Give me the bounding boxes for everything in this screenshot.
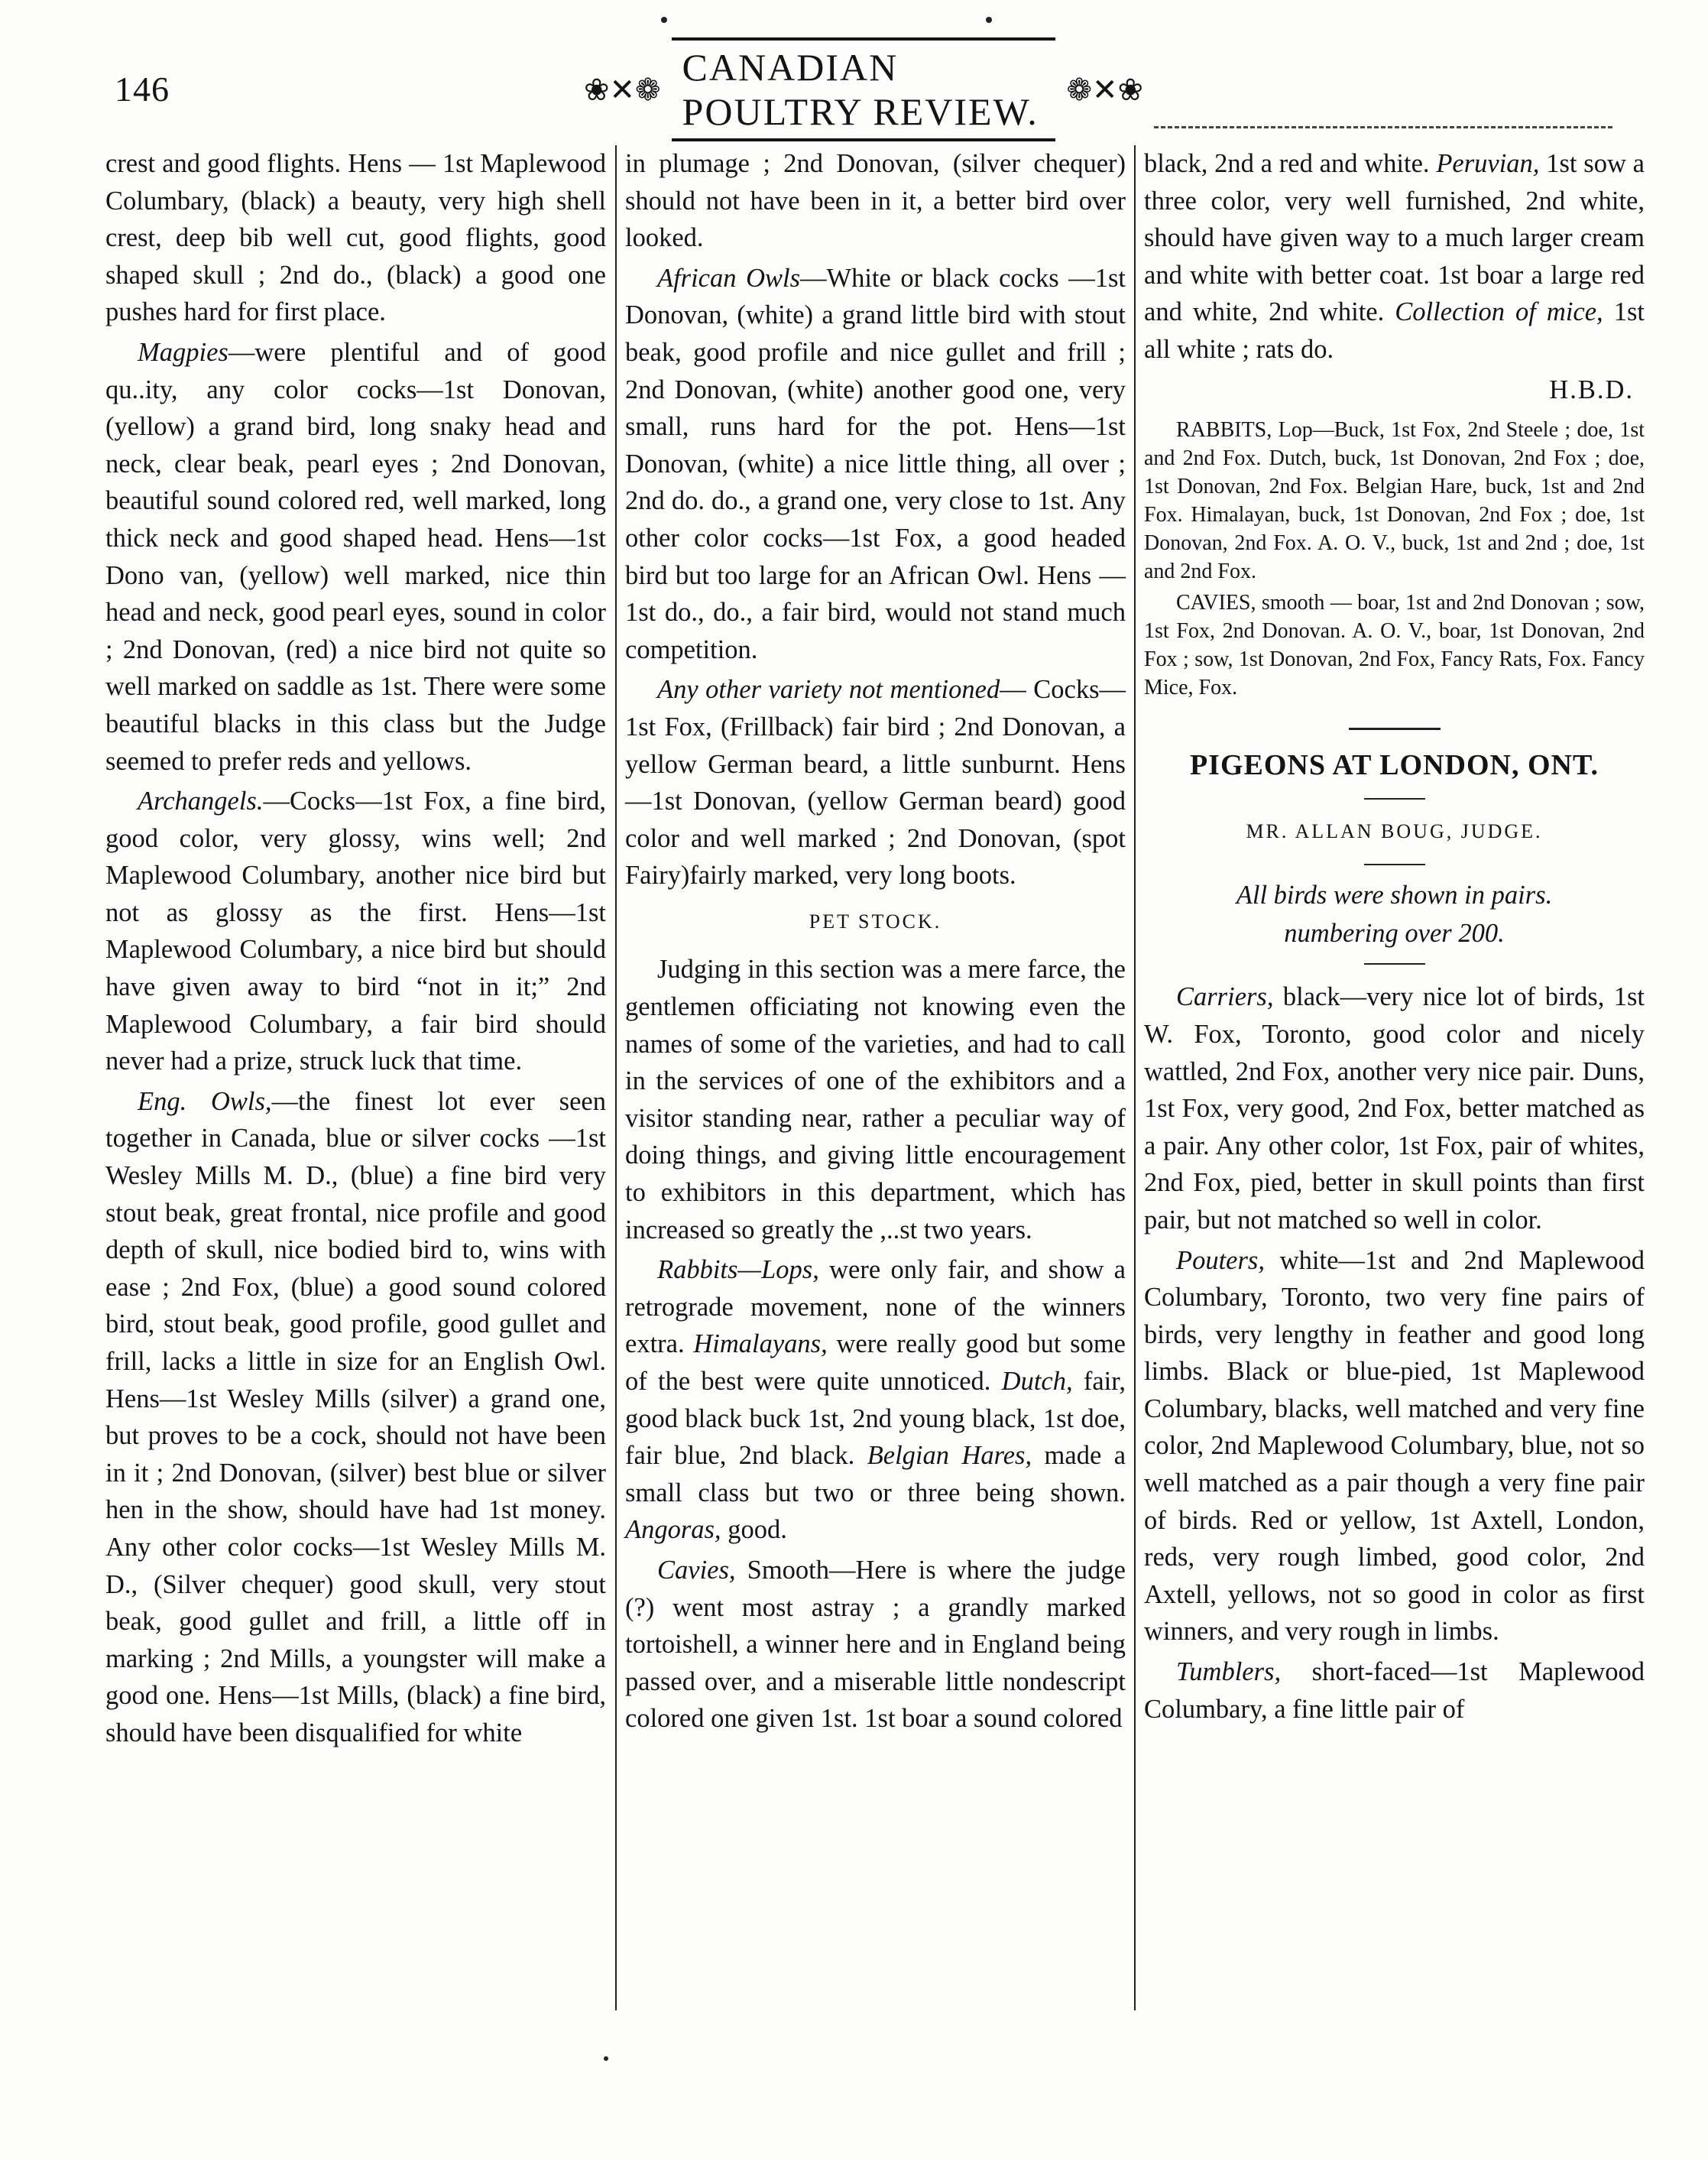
- note-line: All birds were shown in pairs.: [1236, 881, 1553, 910]
- section-label: Collection of mice,: [1395, 297, 1603, 327]
- section-divider: [1349, 728, 1441, 730]
- section-label: Carriers,: [1176, 982, 1274, 1012]
- ornament-right: ❁✕❀: [1066, 72, 1143, 107]
- paragraph-text: —White or black cocks —1st Donovan, (white) a grand little bird with stout beak, good profile and nice gullet and frill ; 2nd Donovan, (white) another good one, very small, runs hard for the pot. Hens—1st Donovan, (white) a nice little thing, all over ; 2nd do. do., a grand one, very close to 1st. Any other color cocks—1st Fox, a good headed bird but too large for an African Owl. Hens — 1st do., do., a fair bird, would not stand much competition.: [625, 263, 1126, 664]
- paragraph-text: —Cocks—1st Fox, a fine bird, good color, very glossy, wins well; 2nd Maplewood Columbary, another nice bird but not as glossy as the first. Hens—1st Maplewood Columbary, a nice bird but should have given away to bird “not in it;” 2nd Maplewood Columbary, a fair bird should never had a prize, struck luck that time.: [105, 787, 606, 1076]
- column-rule: [615, 145, 617, 2010]
- section-label: Angoras,: [625, 1515, 721, 1545]
- judge-divider: [1364, 864, 1425, 865]
- paragraph-text: —the finest lot ever seen together in Canada, blue or silver cocks —1st Wesley Mills M. D., (blue) a fine bird very stout beak, great frontal, nice profile and good depth of skull, nice bodied bird to, wins with ease ; 2nd Fox, (blue) a good sound colored bird, stout beak, good profile, good gullet and frill, lacks a little in size for an English Owl. Hens—1st Wesley Mills (silver) a grand one, but proves to be a cock, should not have been in it ; 2nd Donovan, (silver) best blue or silver hen in the show, should have had 1st money. Any other color cocks—1st Wesley Mills M. D., (Silver chequer) good skull, very stout beak, good gullet and frill, a little off in marking ; 2nd Mills, a youngster will make a good one. Hens—1st Mills, (black) a fine bird, should have been disqualified for white: [105, 1086, 606, 1747]
- paragraph-text: —were plentiful and of good qu..ity, any color cocks—1st Donovan, (yellow) a grand bird, long snaky head and neck, clear beak, pearl eyes ; 2nd Donovan, beautiful sound colored red, well marked, long thick neck and good shaped head. Hens—1st Dono van, (yellow) well marked, nice thin head and neck, good pearl eyes, sound in color ; 2nd Donovan, (red) a nice bird not quite so well marked on saddle as 1st. There were some beautiful blacks in this class but the Judge seemed to prefer reds and yellows.: [105, 337, 606, 776]
- signature: H.B.D.: [1549, 375, 1634, 404]
- section-label: Any other variety not mentioned: [657, 675, 1000, 705]
- section-label: Tumblers,: [1176, 1657, 1282, 1687]
- column-rule: [1134, 145, 1136, 2010]
- paragraph-pouters: [1144, 1242, 1645, 1651]
- paragraph-text: 1st all white ; rats do.: [1144, 297, 1645, 364]
- section-label: Archangels.: [138, 787, 264, 816]
- paragraph: in plumage ; 2nd Donovan, (silver chequer) should not have been in it, a better bird over looked.: [625, 149, 1126, 253]
- print-dot: [986, 17, 992, 23]
- paragraph-tumblers: [1144, 1653, 1645, 1728]
- section-label: Peruvian,: [1436, 149, 1540, 178]
- paragraph-text: made a small class but two or three being shown.: [625, 1441, 1126, 1507]
- paragraph-cavies: [625, 1552, 1126, 1738]
- paragraph-any-other-variety: [625, 671, 1126, 894]
- paragraph-african-owls: [625, 260, 1126, 669]
- section-label: Pouters,: [1176, 1245, 1265, 1275]
- column-3: [1144, 145, 1645, 2010]
- paragraph-text: were only fair, and show a retrograde movement, none of the winners extra.: [625, 1255, 1126, 1359]
- cavies-prize-list: CAVIES, smooth — boar, 1st and 2nd Donovan ; sow, 1st Fox, 2nd Donovan. A. O. V., boar, 1st Donovan, 2nd Fox ; sow, 1st Donovan, 2nd Fox, Fancy Rats, Fox. Fancy Mice, Fox.: [1144, 591, 1645, 700]
- paragraph-text: short-faced—1st Maplewood Columbary, a fine little pair of: [1144, 1657, 1645, 1724]
- paragraph-eng-owls: [105, 1083, 606, 1752]
- masthead-title: CANADIAN POULTRY REVIEW.: [672, 37, 1056, 141]
- paragraph-text: 1st sow a three color, very well furnished, 2nd white, should have given way to a much larger cream and white with better coat. 1st boar a large red and white, 2nd white.: [1144, 149, 1645, 327]
- page-number: 146: [115, 70, 170, 109]
- paragraph-text: white—1st and 2nd Maplewood Columbary, Toronto, two very fine pairs of birds, very lengthy in feather and good long limbs. Black or blue-pied, 1st Maplewood Columbary, blacks, well matched and very fine color, 2nd Maplewood Columbary, blue, not so well matched as a pair though a very fine pair of birds. Red or yellow, 1st Axtell, London, reds, very rough limbed, good color, 2nd Axtell, yellows, not so good in color as first winners, and very rough in limbs.: [1144, 1245, 1645, 1647]
- note-divider: [1364, 963, 1425, 965]
- section-label: Dutch,: [1001, 1367, 1073, 1396]
- paragraph-carriers: [1144, 978, 1645, 1238]
- column-2: [625, 145, 1126, 2010]
- print-dot: [661, 17, 667, 23]
- heading-divider: [1364, 798, 1425, 800]
- note-line: numbering over 200.: [1284, 919, 1505, 949]
- paragraph-rabbits: [625, 1251, 1126, 1549]
- rabbits-prize-list: RABBITS, Lop—Buck, 1st Fox, 2nd Steele ; doe, 1st and 2nd Fox. Dutch, buck, 1st Donovan, 2nd Fox ; doe, 1st Donovan, 2nd Fox. Belgian Hare, buck, 1st and 2nd Fox. Himalayan, buck, 1st Donovan, 2nd Fox ; doe, 1st Donovan, 2nd Fox. A. O. V., buck, 1st and 2nd ; doe, 1st and 2nd Fox.: [1144, 418, 1645, 584]
- header-dashed-rule: [1154, 126, 1612, 128]
- section-label: Cavies,: [657, 1555, 736, 1585]
- paragraph-archangels: [105, 783, 606, 1080]
- judge-line: MR. ALLAN BOUG, JUDGE.: [1246, 819, 1543, 842]
- paragraph-text: black—very nice lot of birds, 1st W. Fox, Toronto, good color and nicely wattled, 2nd Fox, another very nice pair. Duns, 1st Fox, very good, 2nd Fox, better matched as a pair. Any other color, 1st Fox, pair of whites, 2nd Fox, pied, better in skull points than first pair, but not matched so well in color.: [1144, 982, 1645, 1235]
- section-label: Belgian Hares,: [867, 1441, 1032, 1471]
- paragraph-text: good.: [721, 1515, 787, 1545]
- paragraph: [1144, 145, 1645, 368]
- column-1: [105, 145, 606, 2010]
- paragraph-text: Smooth—Here is where the judge (?) went most astray ; a grandly marked tortoishell, a winner here and in England being passed over, and a miserable little nondescript colored one given 1st. 1st boar a sound colored: [625, 1555, 1126, 1734]
- section-label: Eng. Owls,: [138, 1086, 272, 1116]
- section-label: Himalayans,: [693, 1329, 828, 1359]
- paragraph-magpies: [105, 334, 606, 780]
- section-label: African Owls: [657, 263, 801, 293]
- paragraph-judging: Judging in this section was a mere farce, the gentlemen officiating not knowing even the names of some of the varieties, and had to call in the services of one of the exhibitors and a visitor standing near, rather a peculiar way of doing things, and giving little encouragement to exhibitors in this department, which has increased so greatly the ,..st two years.: [625, 955, 1126, 1244]
- section-label: Magpies: [138, 337, 228, 367]
- masthead: [573, 46, 1154, 133]
- paragraph-text: — Cocks—1st Fox, (Frillback) fair bird ; 2nd Donovan, a yellow German beard, a little sunburnt. Hens—1st Donovan, (yellow German beard) good color and well marked ; 2nd Donovan, (spot Fairy)fairly marked, very long boots.: [625, 675, 1126, 891]
- pet-stock-heading: PET STOCK.: [809, 910, 942, 933]
- ornament-left: ❀✕❁: [584, 72, 661, 107]
- paragraph: crest and good flights. Hens — 1st Maplewood Columbary, (black) a beauty, very high shell crest, deep bib well cut, good flights, good shaped skull ; 2nd do., (black) a good one pushes hard for first place.: [105, 149, 606, 327]
- section-label: Rabbits—Lops,: [657, 1255, 819, 1285]
- section-heading: PIGEONS AT LONDON, ONT.: [1189, 749, 1599, 782]
- paragraph-text: fair, good black buck 1st, 2nd young black, 1st doe, fair blue, 2nd black.: [625, 1367, 1126, 1471]
- paragraph-text: black, 2nd a red and white.: [1144, 149, 1437, 178]
- paragraph-text: were really good but some of the best were quite unnoticed.: [625, 1329, 1126, 1396]
- print-dot: [604, 2056, 608, 2061]
